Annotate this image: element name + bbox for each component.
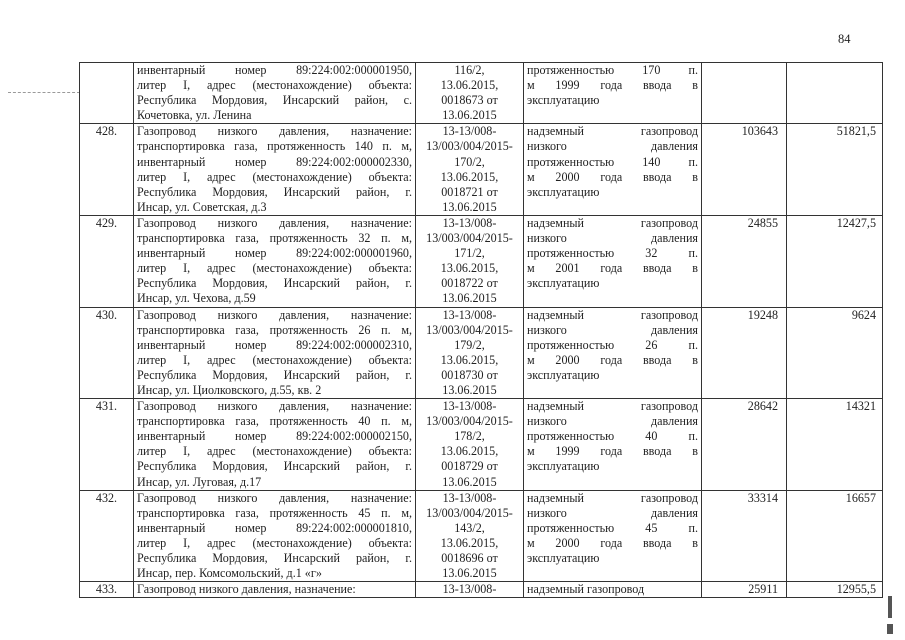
registration-line: 0018730 от [441, 367, 498, 382]
registration-line: 13.06.2015 [442, 108, 497, 123]
characteristics-line: протяженностью 32 п. [527, 246, 698, 261]
description-line: литер I, адрес (местонахождение) объекта: [137, 169, 412, 184]
description-line: Инсар, ул. Луговая, д.17 [137, 474, 262, 489]
characteristics-line: м 2000 года ввода в [527, 535, 698, 550]
description-line: инвентарный номер 89:224:002:000001950, [137, 63, 412, 77]
registration-cell [416, 490, 524, 582]
value-cell: 25911 [702, 582, 787, 598]
description-line: литер I, адрес (местонахождение) объекта: [137, 352, 412, 367]
registration-line: 13/003/004/2015- [426, 414, 513, 429]
row-number-cell: 429. [80, 215, 134, 307]
registration-line: 13.06.2015 [442, 382, 497, 397]
page-number: 84 [838, 32, 851, 46]
description-line: Газопровод низкого давления, назначение: [137, 307, 412, 322]
registration-line: 13.06.2015, [440, 535, 499, 550]
description-line: Газопровод низкого давления, назначение: [137, 399, 412, 414]
row-number-cell: 433. [80, 582, 134, 598]
description-cell [134, 124, 416, 216]
registration-line: 13/003/004/2015- [426, 139, 513, 154]
characteristics-line: надземный газопровод [527, 307, 698, 322]
description-line: Республика Мордовия, Инсарский район, г. [137, 551, 412, 565]
registration-line: 13.06.2015, [440, 169, 499, 184]
characteristics-line: низкого давления [527, 231, 698, 246]
scan-edge-mark [887, 624, 893, 634]
description-cell [134, 215, 416, 307]
registration-line: 13/003/004/2015- [426, 505, 513, 520]
description-line: Газопровод низкого давления, назначение: [137, 124, 412, 139]
registration-line: 13.06.2015 [442, 199, 497, 214]
registration-line: 13.06.2015 [442, 566, 497, 581]
registration-line: 0018696 от [441, 551, 498, 565]
characteristics-cell [524, 307, 702, 399]
characteristics-line: низкого давления [527, 322, 698, 337]
value-cell: 28642 [702, 399, 787, 491]
characteristics-line: эксплуатацию [527, 184, 600, 199]
registration-line: 13.06.2015, [440, 352, 499, 367]
table-row [80, 215, 883, 307]
amount-cell: 9624 [787, 307, 883, 399]
characteristics-line: надземный газопровод [527, 215, 698, 230]
description-line: Республика Мордовия, Инсарский район, г. [137, 276, 412, 291]
description-cell [134, 582, 416, 598]
registry-table [79, 62, 883, 598]
registration-line: 0018721 от [441, 184, 498, 199]
characteristics-line: м 2001 года ввода в [527, 261, 698, 276]
characteristics-line: эксплуатацию [527, 367, 600, 382]
amount-cell: 12955,5 [787, 582, 883, 598]
value-cell [702, 63, 787, 124]
description-line: транспортировка газа, протяженность 140 п. м, [137, 139, 412, 154]
description-line: литер I, адрес (местонахождение) объекта: [137, 78, 412, 93]
characteristics-cell [524, 215, 702, 307]
description-line: Республика Мордовия, Инсарский район, г. [137, 459, 412, 474]
row-number-cell: 428. [80, 124, 134, 216]
characteristics-line: протяженностью 45 п. [527, 520, 698, 535]
registration-line: 13.06.2015 [442, 474, 497, 489]
characteristics-line: протяженностью 140 п. [527, 154, 698, 169]
description-line: литер I, адрес (местонахождение) объекта: [137, 261, 412, 276]
registration-line: 13/003/004/2015- [426, 231, 513, 246]
table-row [80, 490, 883, 582]
characteristics-line: эксплуатацию [527, 93, 600, 108]
description-line: Республика Мордовия, Инсарский район, с. [137, 93, 412, 108]
description-cell [134, 307, 416, 399]
description-line: инвентарный номер 89:224:002:000002310, [137, 337, 412, 352]
registration-line: 13/003/004/2015- [426, 322, 513, 337]
value-cell: 19248 [702, 307, 787, 399]
description-cell [134, 490, 416, 582]
value-cell: 24855 [702, 215, 787, 307]
characteristics-line: низкого давления [527, 505, 698, 520]
registration-line: 13-13/008- [442, 307, 497, 322]
registration-line: 13.06.2015, [440, 78, 499, 93]
description-line: Инсар, ул. Советская, д.3 [137, 199, 267, 214]
row-number-cell [80, 63, 134, 124]
characteristics-line: надземный газопровод [527, 582, 645, 597]
characteristics-cell [524, 63, 702, 124]
characteristics-cell [524, 124, 702, 216]
description-line: Республика Мордовия, Инсарский район, г. [137, 184, 412, 199]
registration-line: 13.06.2015, [440, 261, 499, 276]
description-line: литер I, адрес (местонахождение) объекта: [137, 535, 412, 550]
amount-cell: 51821,5 [787, 124, 883, 216]
characteristics-line: низкого давления [527, 414, 698, 429]
registration-cell [416, 307, 524, 399]
description-line: транспортировка газа, протяженность 45 п. м, [137, 505, 412, 520]
characteristics-line: протяженностью 170 п. [527, 63, 698, 77]
description-line: инвентарный номер 89:224:002:000002150, [137, 429, 412, 444]
description-line: Кочетовка, ул. Ленина [137, 108, 252, 123]
row-number-cell: 431. [80, 399, 134, 491]
registration-line: 13-13/008- [442, 399, 497, 414]
value-cell: 33314 [702, 490, 787, 582]
characteristics-line: эксплуатацию [527, 459, 600, 474]
characteristics-line: надземный газопровод [527, 124, 698, 139]
characteristics-line: надземный газопровод [527, 399, 698, 414]
registration-cell [416, 582, 524, 598]
characteristics-line: низкого давления [527, 139, 698, 154]
characteristics-line: протяженностью 26 п. [527, 337, 698, 352]
value-cell: 103643 [702, 124, 787, 216]
description-line: Инсар, пер. Комсомольский, д.1 «г» [137, 566, 322, 581]
description-line: транспортировка газа, протяженность 32 п. м, [137, 231, 412, 246]
registration-line: 0018729 от [441, 459, 498, 474]
description-line: инвентарный номер 89:224:002:000002330, [137, 154, 412, 169]
characteristics-line: протяженностью 40 п. [527, 429, 698, 444]
characteristics-cell [524, 582, 702, 598]
description-line: литер I, адрес (местонахождение) объекта: [137, 444, 412, 459]
characteristics-line: м 2000 года ввода в [527, 169, 698, 184]
registration-line: 13-13/008- [442, 124, 497, 139]
description-line: инвентарный номер 89:224:002:000001810, [137, 520, 412, 535]
characteristics-cell [524, 490, 702, 582]
scan-edge-mark [888, 596, 892, 618]
registration-line: 13.06.2015 [442, 291, 497, 306]
amount-cell [787, 63, 883, 124]
registration-cell [416, 124, 524, 216]
margin-dash-line [8, 92, 80, 93]
description-line: транспортировка газа, протяженность 26 п. м, [137, 322, 412, 337]
characteristics-line: надземный газопровод [527, 490, 698, 505]
amount-cell: 14321 [787, 399, 883, 491]
row-number-cell: 432. [80, 490, 134, 582]
registration-cell [416, 63, 524, 124]
table-row [80, 124, 883, 216]
table-row [80, 63, 883, 124]
table-row [80, 399, 883, 491]
registration-line: 0018673 от [441, 93, 498, 108]
characteristics-line: эксплуатацию [527, 276, 600, 291]
characteristics-line: эксплуатацию [527, 551, 600, 565]
description-line: Газопровод низкого давления, назначение: [137, 490, 412, 505]
description-line: транспортировка газа, протяженность 40 п. м, [137, 414, 412, 429]
characteristics-cell [524, 399, 702, 491]
row-number-cell: 430. [80, 307, 134, 399]
description-line: инвентарный номер 89:224:002:000001960, [137, 246, 412, 261]
description-line: Инсар, ул. Чехова, д.59 [137, 291, 256, 306]
registration-line: 143/2, [454, 520, 485, 535]
registration-line: 170/2, [454, 154, 485, 169]
registration-cell [416, 215, 524, 307]
registration-line: 178/2, [454, 429, 485, 444]
description-line: Газопровод низкого давления, назначение: [137, 215, 412, 230]
registration-line: 13-13/008- [442, 490, 497, 505]
description-line: Республика Мордовия, Инсарский район, г. [137, 367, 412, 382]
characteristics-line: м 2000 года ввода в [527, 352, 698, 367]
registration-cell [416, 399, 524, 491]
table-row [80, 307, 883, 399]
description-cell [134, 399, 416, 491]
registration-line: 13.06.2015, [440, 444, 499, 459]
amount-cell: 16657 [787, 490, 883, 582]
description-cell [134, 63, 416, 124]
registration-line: 13-13/008- [442, 582, 497, 597]
table-row [80, 582, 883, 598]
registration-line: 116/2, [454, 63, 485, 77]
registration-line: 171/2, [454, 246, 485, 261]
characteristics-line: м 1999 года ввода в [527, 444, 698, 459]
registration-line: 0018722 от [441, 276, 498, 291]
description-line: Инсар, ул. Циолковского, д.55, кв. 2 [137, 382, 322, 397]
description-line: Газопровод низкого давления, назначение: [137, 582, 356, 597]
registration-line: 13-13/008- [442, 215, 497, 230]
registration-line: 179/2, [454, 337, 485, 352]
characteristics-line: м 1999 года ввода в [527, 78, 698, 93]
amount-cell: 12427,5 [787, 215, 883, 307]
